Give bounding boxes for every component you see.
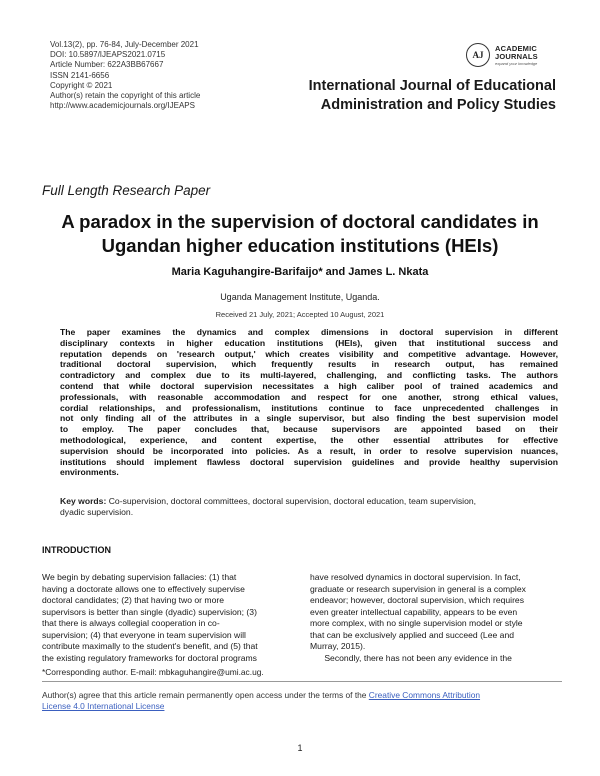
text-line: supervisors is better than single (dyadic) supervision; (3) bbox=[42, 606, 257, 617]
abstract-line: not only finding all of the attributes in a single supervisor, but also finding the best supervision model bbox=[60, 413, 558, 424]
text-line: We begin by debating supervision fallacies: (1) that bbox=[42, 572, 237, 582]
section-heading-introduction: INTRODUCTION bbox=[42, 545, 111, 555]
authors: Maria Kaguhangire-Barifaijo* and James L. Nkata bbox=[171, 266, 429, 278]
abstract-line: The paper examines the dynamics and complex dimensions in doctoral supervision in different bbox=[60, 327, 558, 337]
meta-volume: Vol.13(2), pp. 76-84, July-December 2021 bbox=[50, 40, 199, 49]
abstract-line: institutions should implement flawless doctoral supervision guidelines and provide healthy supervision bbox=[60, 456, 558, 467]
logo-emblem-icon: AJ bbox=[466, 43, 490, 67]
logo-tagline: expand your knowledge bbox=[495, 61, 538, 66]
license-text: Author(s) agree that this article remain permanently open access under the terms of the bbox=[42, 690, 367, 700]
abstract-line: supervision should be incorporated into policies. As a result, in order to resolve supervision nuances, bbox=[60, 445, 558, 456]
abstract-line: cordial relationships, and professionalism, institutions continue to face unprecedented challenges in bbox=[60, 402, 558, 413]
affiliation: Uganda Management Institute, Uganda. bbox=[220, 292, 380, 302]
abstract-line: reputation depends on 'research output,' which creates visibility and competitive advantage. However, bbox=[60, 348, 558, 359]
logo-name-line2: JOURNALS bbox=[495, 52, 538, 61]
meta-doi: DOI: 10.5897/IJEAPS2021.0715 bbox=[50, 50, 166, 60]
intro-column-left bbox=[42, 572, 294, 664]
paper-title-line1: A paradox in the supervision of doctoral candidates in bbox=[61, 211, 539, 232]
text-line: graduate or research supervision in general is a complex bbox=[310, 583, 526, 594]
abstract-line: environments. bbox=[60, 467, 119, 478]
page-number: 1 bbox=[297, 743, 303, 753]
text-line: supervision; (4) that everyone in team supervision will bbox=[42, 629, 246, 640]
license-link[interactable]: Creative Commons Attribution bbox=[368, 690, 481, 700]
journal-name-line2: Administration and Policy Studies bbox=[320, 97, 556, 113]
abstract-line: methodological, experience, and content expertise, the other essential attributes for effective bbox=[60, 434, 558, 445]
text-line: Secondly, there has not been any evidence in the bbox=[310, 652, 512, 663]
text-line: contribute maximally to the student's benefit, and (5) that bbox=[42, 641, 258, 651]
keywords-list-continued: dyadic supervision. bbox=[60, 507, 134, 517]
license-statement bbox=[42, 690, 572, 712]
abstract-line: to employ. The paper concludes that, because supervisors are appointed based on their bbox=[60, 424, 558, 435]
academic-journals-logo bbox=[466, 43, 576, 73]
text-line: that there is always collegial cooperation in co- bbox=[42, 618, 220, 628]
text-line: that can be exclusively applied and succeed (Lee and bbox=[310, 629, 515, 640]
meta-article-number: Article Number: 622A3BB67667 bbox=[50, 60, 164, 70]
journal-name bbox=[296, 77, 556, 115]
footnote-divider bbox=[42, 681, 562, 682]
journal-name-line1: International Journal of Educational bbox=[308, 78, 556, 94]
paper-type: Full Length Research Paper bbox=[42, 183, 211, 198]
text-line: endeavor; however, doctoral supervision, which requires bbox=[310, 595, 525, 605]
logo-name bbox=[495, 45, 538, 61]
abstract-line: traditional doctoral supervision, which frequently results in research output, has remained bbox=[60, 359, 558, 370]
text-line: the existing regulatory frameworks for doctoral programs bbox=[42, 652, 257, 663]
meta-author-rights: Author(s) retain the copyright of this article bbox=[50, 91, 201, 101]
keywords-label: Key words: bbox=[60, 496, 107, 506]
abstract bbox=[60, 327, 558, 478]
text-line: having a doctorate allows one to effectively supervise bbox=[42, 583, 245, 594]
paper-title-line2: Ugandan higher education institutions (HEIs) bbox=[101, 235, 499, 256]
article-metadata bbox=[50, 40, 290, 111]
text-line: Murray, 2015). bbox=[310, 641, 366, 651]
paper-title bbox=[30, 210, 570, 258]
text-line: more complex, with no single supervision model or style bbox=[310, 618, 523, 628]
abstract-line: disciplinary contexts in higher education institutions (HEIs), given that institutional success and bbox=[60, 337, 558, 348]
text-line: have resolved dynamics in doctoral supervision. In fact, bbox=[310, 572, 521, 582]
keywords bbox=[60, 496, 558, 518]
abstract-line: contradictory and complex due to its multi-layered, challenging, and conflicting tasks. The authors bbox=[60, 370, 558, 381]
meta-copyright: Copyright © 2021 bbox=[50, 80, 113, 90]
text-line: doctoral candidates; (2) that having two or more bbox=[42, 595, 224, 605]
abstract-line: contend that while doctoral supervision necessitates a high caliber pool of trained academics and bbox=[60, 380, 558, 391]
abstract-line: professionals, with reasonable accommodation and respect for one another, strong ethical values, bbox=[60, 391, 558, 402]
received-dates: Received 21 July, 2021; Accepted 10 August, 2021 bbox=[215, 310, 385, 319]
text-line: even greater intellectual capability, appears to be even bbox=[310, 606, 518, 617]
corresponding-author-note: *Corresponding author. E-mail: mbkaguhangire@umi.ac.ug. bbox=[42, 667, 264, 677]
meta-issn: ISSN 2141-6656 bbox=[50, 70, 110, 80]
logo-name-line1: ACADEMIC bbox=[495, 44, 538, 53]
intro-column-right bbox=[310, 572, 562, 664]
license-link-continued[interactable]: License 4.0 International License bbox=[42, 701, 165, 711]
keywords-list: Co-supervision, doctoral committees, doctoral supervision, doctoral education, team supervision, bbox=[108, 496, 477, 506]
meta-journal-url: http://www.academicjournals.org/IJEAPS bbox=[50, 101, 195, 111]
